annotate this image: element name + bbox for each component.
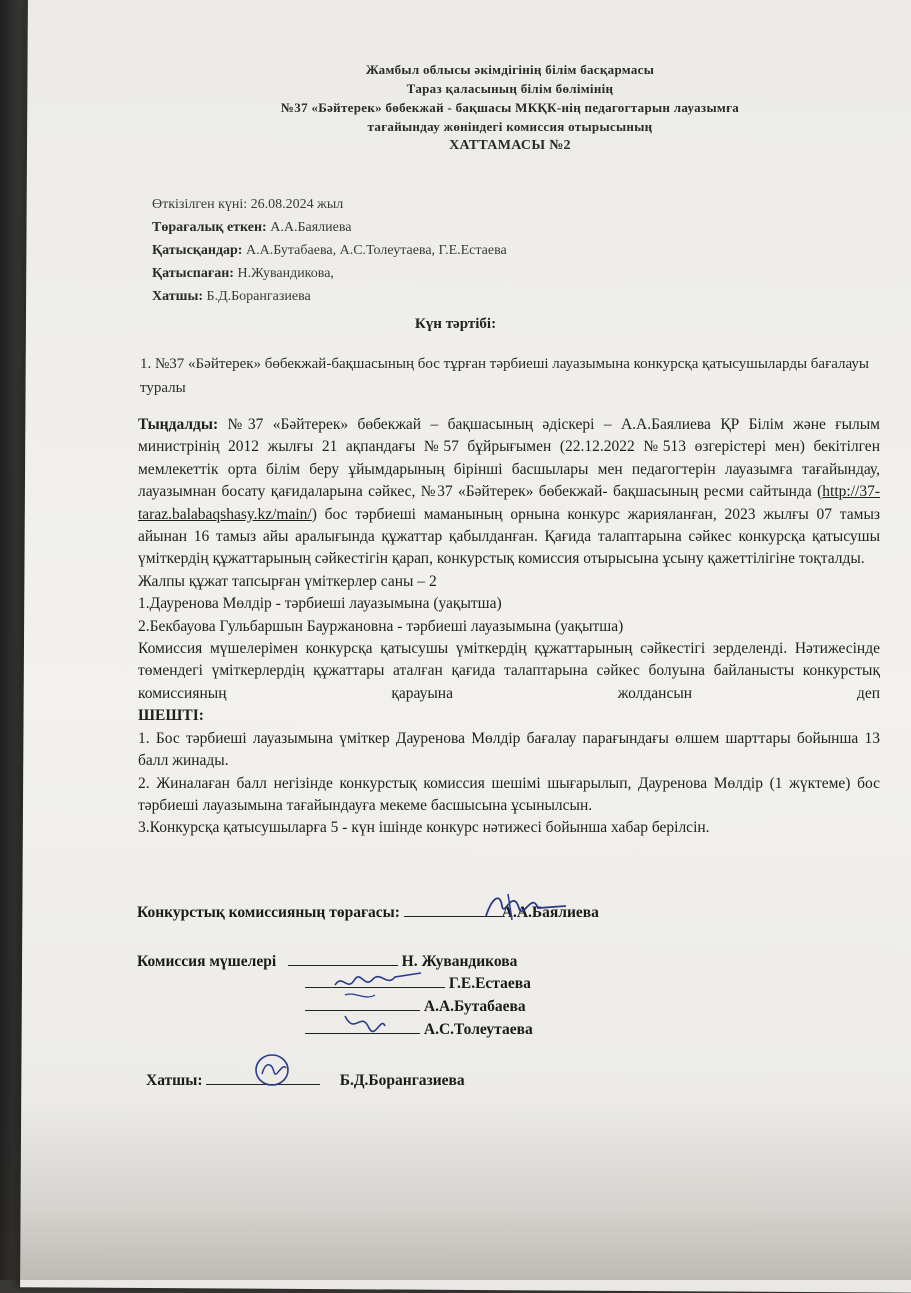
decision-1: 1. Бос тәрбиеші лауазымына үміткер Дауренова Мөлдір бағалау парағындағы өлшем шарттары бойынша 13 балл жинады.	[138, 729, 880, 770]
header-line-2: Тараз қаласының білім бөлімінің	[406, 81, 614, 96]
secretary-value: Б.Д.Борангазиева	[203, 289, 311, 304]
member3-signature-line	[305, 1010, 420, 1011]
member2-signature-line	[305, 987, 445, 988]
attended-row	[152, 239, 507, 262]
absent-value: Н.Жувандикова,	[233, 266, 334, 281]
member3-name: А.А.Бутабаева	[423, 998, 526, 1015]
chair-signature-name: А.А.Баялиева	[501, 904, 599, 921]
chair-signature-line	[404, 916, 502, 917]
protocol-body	[138, 414, 880, 840]
chair-row	[152, 216, 507, 239]
decided-label-text: ШЕШТІ:	[138, 707, 204, 725]
members-signature-row	[137, 953, 517, 971]
secretary-sign-label: Хатшы:	[146, 1072, 203, 1089]
document-header	[170, 60, 850, 155]
candidate-2: 2.Бекбауова Гульбаршын Бауржановна - тәрбиеші лауазымына (уақытша)	[138, 617, 624, 635]
secretary-label: Хатшы:	[152, 289, 204, 304]
member2-name: Г.Е.Естаева	[448, 975, 531, 992]
chair-signature-label: Конкурстық комиссияның төрағасы:	[137, 904, 400, 921]
members-label: Комиссия мүшелері	[137, 953, 277, 970]
header-line-4: тағайындау жөніндегі комиссия отырысының	[367, 119, 653, 134]
heard-paragraph	[138, 414, 880, 571]
member1-name: Н. Жувандикова	[401, 953, 518, 970]
secretary-signature-line	[206, 1084, 320, 1085]
chair-label: Төрағалық еткен:	[152, 220, 267, 235]
chair-signature-row	[137, 904, 599, 922]
decision-3: 3.Конкурсқа қатысушыларға 5 - күн ішінде конкурс нәтижесі бойынша хабар берілсін.	[138, 819, 710, 837]
member4-signature-row	[305, 1021, 533, 1039]
header-line-3: №37 «Бәйтерек» бөбекжай - бақшасы МКҚК-нің педагогтарын лауазымға	[280, 100, 740, 115]
heard-text-1: №37 «Бәйтерек» бөбекжай – бақшасының әдіскері – А.А.Баялиева ҚР Білім және ғылым министрінің 2012 жылғы 21 ақпандағы №57 бұйрығымен (22.12.2022 №513 өзгерістері мен) бекітілген мемлекеттік орта білім беру ұйымдарының бірінші басшылары мен педагогтерін лауазымға тағайындау, лауазымнан босату қағидаларына сәйкес, №37 «Бәйтерек» бөбекжай- бақшасының ресми сайтында (	[138, 416, 880, 501]
total-candidates: Жалпы құжат тапсырған үміткерлер саны – 2	[138, 572, 437, 590]
absent-row	[152, 262, 507, 285]
meeting-date: Өткізілген күні: 26.08.2024 жыл	[152, 197, 344, 212]
member4-signature-line	[305, 1033, 420, 1034]
chair-value: А.А.Баялиева	[266, 220, 352, 235]
document-title: ХАТТАМАСЫ №2	[449, 138, 571, 153]
meeting-meta	[152, 193, 507, 308]
attended-label: Қатысқандар:	[152, 243, 243, 258]
absent-label: Қатыспаған:	[152, 266, 234, 281]
heard-text-2: ) бос тәрбиеші маманының орнына конкурс жарияланған, 2023 жылғы 07 тамыз айынан 16 тамыз айы аралығында құжаттар қабылданған. Қағида талаптарына сәйкес конкурсқа қатысушы үміткердің құжаттарының сәйкестігін қарап, конкурстық комиссия отырысына ұсыну қажеттілігіне тоқталды.	[138, 505, 880, 568]
member1-signature-line	[288, 965, 398, 966]
heard-label: Тыңдалды:	[138, 416, 219, 433]
member4-name: А.С.Толеутаева	[423, 1021, 533, 1038]
secretary-signature-row	[146, 1072, 465, 1090]
kindergarten-site-link[interactable]: http://37-taraz.balabaqshasy.kz/main/	[138, 483, 880, 523]
secretary-row	[152, 285, 507, 308]
agenda-item-1: 1. №37 «Бәйтерек» бөбекжай-бақшасының бос тұрған тәрбиеші лауазымына конкурсқа қатысушыларды бағалауы туралы	[140, 356, 869, 396]
agenda-title: Күн тәртібі:	[414, 316, 497, 332]
secretary-sign-name: Б.Д.Борангазиева	[339, 1072, 465, 1089]
attended-value: А.А.Бутабаева, А.С.Толеутаева, Г.Е.Естаева	[242, 243, 507, 258]
header-line-1: Жамбыл облысы әкімдігінің білім басқармасы	[365, 62, 655, 77]
committee-paragraph: Комиссия мүшелерімен конкурсқа қатысушы үміткердің құжаттарының сәйкестігі зерделенді. Нәтижесінде төмендегі үміткерлердің құжаттары аталған қағида талаптарына сәйкес болуына байланысты конкурстық комиссияның қарауына жолдансын деп	[138, 640, 880, 702]
candidate-1: 1.Дауренова Мөлдір - тәрбиеші лауазымына (уақытша)	[138, 595, 502, 613]
member3-signature-row	[305, 998, 526, 1016]
member2-signature-row	[305, 975, 531, 993]
decision-2: 2. Жиналаған балл негізінде конкурстық комиссия шешімі шығарылып, Дауренова Мөлдір (1 жүктеме) бос тәрбиеші лауазымына тағайындауға мекеме басшысына ұсынылсын.	[138, 774, 880, 814]
bottom-shadow	[0, 1100, 911, 1280]
decided-label	[138, 705, 880, 727]
